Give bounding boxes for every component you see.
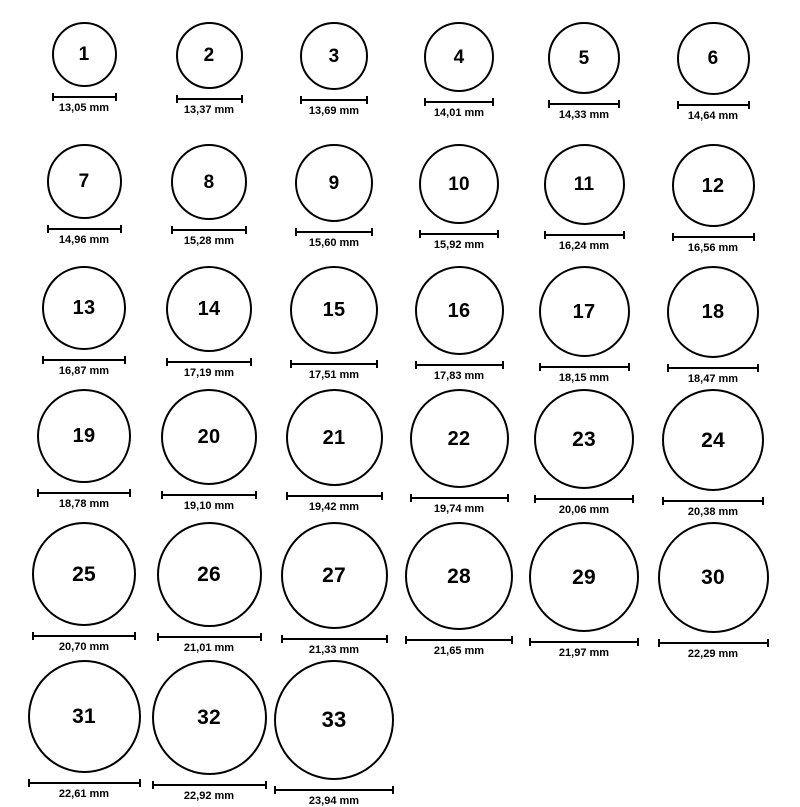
dimension-line-icon bbox=[544, 231, 625, 238]
ring-circle bbox=[171, 144, 247, 220]
ring-circle bbox=[274, 660, 394, 780]
ring-size-cell bbox=[394, 144, 524, 251]
ring-dimension bbox=[667, 364, 759, 385]
ring-size-number: 4 bbox=[453, 46, 465, 68]
ring-diameter-label: 22,61 mm bbox=[58, 788, 110, 800]
ring-diameter-label: 18,78 mm bbox=[58, 498, 110, 510]
ring-circle bbox=[405, 522, 513, 630]
ring-circle bbox=[286, 389, 383, 486]
ring-size-number: 28 bbox=[447, 564, 471, 588]
ring-size-number: 17 bbox=[572, 300, 596, 323]
ring-size-cell bbox=[394, 22, 524, 119]
ring-circle bbox=[290, 266, 378, 354]
ring-dimension bbox=[176, 95, 243, 116]
ring-diameter-label: 19,10 mm bbox=[183, 500, 235, 512]
ring-dimension bbox=[544, 231, 625, 252]
ring-size-number: 33 bbox=[321, 707, 347, 732]
ring-diameter-label: 17,19 mm bbox=[183, 367, 235, 379]
ring-size-cell bbox=[19, 22, 149, 114]
dimension-line-icon bbox=[295, 228, 373, 235]
dimension-line-icon bbox=[415, 361, 504, 368]
ring-diameter-label: 21,33 mm bbox=[308, 644, 360, 656]
ring-dimension bbox=[672, 233, 755, 254]
ring-size-cell bbox=[144, 522, 274, 654]
dimension-line-icon bbox=[166, 358, 252, 365]
ring-circle bbox=[415, 266, 504, 355]
ring-size-cell bbox=[648, 522, 778, 660]
ring-size-cell bbox=[19, 266, 149, 377]
ring-size-cell bbox=[394, 266, 524, 382]
dimension-line-icon bbox=[286, 492, 383, 499]
ring-circle bbox=[677, 22, 750, 95]
dimension-line-icon bbox=[176, 95, 243, 102]
ring-diameter-label: 22,29 mm bbox=[687, 648, 739, 660]
ring-diameter-label: 17,51 mm bbox=[308, 369, 360, 381]
dimension-line-icon bbox=[539, 363, 630, 370]
dimension-line-icon bbox=[419, 230, 499, 237]
ring-size-cell bbox=[648, 389, 778, 518]
ring-dimension bbox=[410, 494, 509, 515]
ring-size-cell bbox=[394, 389, 524, 515]
dimension-line-icon bbox=[290, 360, 378, 367]
ring-size-cell bbox=[144, 266, 274, 379]
ring-diameter-label: 21,65 mm bbox=[433, 645, 485, 657]
ring-size-cell bbox=[19, 144, 149, 246]
ring-circle bbox=[544, 144, 625, 225]
ring-size-cell bbox=[519, 266, 649, 384]
dimension-line-icon bbox=[274, 786, 394, 793]
ring-size-number: 29 bbox=[572, 565, 596, 589]
ring-size-number: 22 bbox=[447, 427, 471, 450]
ring-diameter-label: 13,05 mm bbox=[58, 102, 110, 114]
ring-size-cell bbox=[144, 144, 274, 247]
ring-size-cell bbox=[648, 266, 778, 385]
ring-dimension bbox=[152, 781, 267, 802]
ring-diameter-label: 13,69 mm bbox=[308, 105, 360, 117]
ring-size-number: 24 bbox=[701, 428, 725, 452]
dimension-line-icon bbox=[32, 632, 136, 639]
dimension-line-icon bbox=[157, 633, 262, 640]
ring-size-number: 2 bbox=[203, 45, 215, 66]
ring-size-number: 19 bbox=[72, 425, 96, 447]
ring-dimension bbox=[415, 361, 504, 382]
ring-circle bbox=[300, 22, 368, 90]
ring-size-cell bbox=[144, 389, 274, 512]
dimension-line-icon bbox=[47, 225, 122, 232]
ring-circle bbox=[672, 144, 755, 227]
dimension-line-icon bbox=[28, 779, 141, 786]
ring-dimension bbox=[529, 638, 639, 659]
ring-size-number: 6 bbox=[707, 48, 719, 69]
ring-size-number: 27 bbox=[322, 564, 346, 587]
ring-size-number: 15 bbox=[322, 299, 346, 321]
ring-size-number: 25 bbox=[72, 562, 96, 586]
dimension-line-icon bbox=[424, 98, 494, 105]
dimension-line-icon bbox=[171, 226, 247, 233]
ring-diameter-label: 16,56 mm bbox=[687, 242, 739, 254]
dimension-line-icon bbox=[42, 356, 126, 363]
ring-size-cell bbox=[648, 22, 778, 122]
ring-size-number: 23 bbox=[572, 427, 596, 451]
ring-circle bbox=[410, 389, 509, 488]
ring-size-number: 16 bbox=[447, 299, 471, 322]
ring-circle bbox=[152, 660, 267, 775]
ring-circle bbox=[32, 522, 136, 626]
ring-size-number: 26 bbox=[197, 563, 221, 586]
ring-size-number: 18 bbox=[701, 301, 725, 323]
ring-dimension bbox=[52, 93, 117, 114]
ring-circle bbox=[176, 22, 243, 89]
ring-circle bbox=[424, 22, 494, 92]
ring-circle bbox=[281, 522, 388, 629]
ring-dimension bbox=[658, 639, 769, 660]
ring-diameter-label: 20,70 mm bbox=[58, 641, 110, 653]
ring-size-number: 7 bbox=[78, 171, 90, 192]
ring-diameter-label: 19,74 mm bbox=[433, 503, 485, 515]
ring-size-cell bbox=[19, 522, 149, 653]
ring-diameter-label: 22,92 mm bbox=[183, 790, 235, 802]
ring-size-cell bbox=[519, 144, 649, 252]
ring-circle bbox=[419, 144, 499, 224]
dimension-line-icon bbox=[658, 639, 769, 646]
ring-circle bbox=[548, 22, 620, 94]
ring-size-cell bbox=[19, 660, 149, 800]
ring-size-cell bbox=[648, 144, 778, 254]
ring-diameter-label: 15,28 mm bbox=[183, 235, 235, 247]
ring-size-number: 8 bbox=[203, 171, 215, 193]
ring-size-number: 31 bbox=[72, 705, 96, 728]
ring-diameter-label: 18,15 mm bbox=[558, 372, 610, 384]
ring-circle bbox=[28, 660, 141, 773]
ring-diameter-label: 23,94 mm bbox=[308, 795, 360, 807]
dimension-line-icon bbox=[52, 93, 117, 100]
ring-dimension bbox=[290, 360, 378, 381]
dimension-line-icon bbox=[281, 635, 388, 642]
ring-circle bbox=[161, 389, 257, 485]
ring-circle bbox=[662, 389, 764, 491]
ring-diameter-label: 21,97 mm bbox=[558, 647, 610, 659]
ring-dimension bbox=[171, 226, 247, 247]
ring-size-number: 20 bbox=[197, 426, 221, 448]
ring-circle bbox=[37, 389, 131, 483]
ring-dimension bbox=[28, 779, 141, 800]
ring-dimension bbox=[274, 786, 394, 807]
ring-circle bbox=[658, 522, 769, 633]
ring-dimension bbox=[300, 96, 368, 117]
ring-size-cell bbox=[269, 144, 399, 249]
ring-size-number: 12 bbox=[701, 174, 725, 197]
ring-size-number: 5 bbox=[578, 47, 590, 69]
ring-circle bbox=[667, 266, 759, 358]
dimension-line-icon bbox=[37, 489, 131, 496]
dimension-line-icon bbox=[667, 364, 759, 371]
ring-diameter-label: 17,83 mm bbox=[433, 370, 485, 382]
ring-dimension bbox=[419, 230, 499, 251]
ring-size-number: 13 bbox=[72, 297, 96, 319]
dimension-line-icon bbox=[529, 638, 639, 645]
ring-circle bbox=[42, 266, 126, 350]
ring-size-cell bbox=[269, 660, 399, 807]
ring-dimension bbox=[677, 101, 750, 122]
ring-dimension bbox=[534, 495, 634, 516]
ring-circle bbox=[539, 266, 630, 357]
dimension-line-icon bbox=[300, 96, 368, 103]
ring-dimension bbox=[662, 497, 764, 518]
dimension-line-icon bbox=[534, 495, 634, 502]
ring-dimension bbox=[405, 636, 513, 657]
dimension-line-icon bbox=[152, 781, 267, 788]
ring-size-cell bbox=[269, 522, 399, 656]
ring-circle bbox=[166, 266, 252, 352]
ring-diameter-label: 16,24 mm bbox=[558, 240, 610, 252]
ring-diameter-label: 20,06 mm bbox=[558, 504, 610, 516]
ring-size-number: 30 bbox=[701, 566, 725, 589]
ring-diameter-label: 20,38 mm bbox=[687, 506, 739, 518]
ring-diameter-label: 19,42 mm bbox=[308, 501, 360, 513]
dimension-line-icon bbox=[677, 101, 750, 108]
ring-dimension bbox=[548, 100, 620, 121]
ring-diameter-label: 15,92 mm bbox=[433, 239, 485, 251]
dimension-line-icon bbox=[548, 100, 620, 107]
ring-size-number: 3 bbox=[328, 45, 340, 67]
ring-dimension bbox=[47, 225, 122, 246]
ring-size-cell bbox=[269, 266, 399, 381]
ring-diameter-label: 21,01 mm bbox=[183, 642, 235, 654]
dimension-line-icon bbox=[405, 636, 513, 643]
ring-size-cell bbox=[519, 522, 649, 659]
dimension-line-icon bbox=[410, 494, 509, 501]
ring-dimension bbox=[539, 363, 630, 384]
ring-size-cell bbox=[19, 389, 149, 510]
ring-diameter-label: 14,64 mm bbox=[687, 110, 739, 122]
dimension-line-icon bbox=[672, 233, 755, 240]
ring-dimension bbox=[157, 633, 262, 654]
dimension-line-icon bbox=[161, 491, 257, 498]
ring-size-number: 9 bbox=[328, 172, 340, 194]
ring-size-cell bbox=[269, 389, 399, 513]
ring-diameter-label: 15,60 mm bbox=[308, 237, 360, 249]
ring-size-cell bbox=[144, 22, 274, 116]
dimension-line-icon bbox=[662, 497, 764, 504]
ring-dimension bbox=[166, 358, 252, 379]
ring-dimension bbox=[32, 632, 136, 653]
ring-dimension bbox=[286, 492, 383, 513]
ring-diameter-label: 16,87 mm bbox=[58, 365, 110, 377]
ring-size-cell bbox=[519, 389, 649, 516]
ring-diameter-label: 14,01 mm bbox=[433, 107, 485, 119]
ring-dimension bbox=[37, 489, 131, 510]
ring-size-number: 10 bbox=[448, 173, 470, 195]
ring-circle bbox=[52, 22, 117, 87]
ring-diameter-label: 18,47 mm bbox=[687, 373, 739, 385]
ring-dimension bbox=[281, 635, 388, 656]
ring-size-cell bbox=[519, 22, 649, 121]
ring-dimension bbox=[295, 228, 373, 249]
ring-circle bbox=[534, 389, 634, 489]
ring-diameter-label: 13,37 mm bbox=[183, 104, 235, 116]
ring-diameter-label: 14,96 mm bbox=[58, 234, 110, 246]
ring-dimension bbox=[161, 491, 257, 512]
ring-size-number: 1 bbox=[78, 44, 90, 65]
ring-circle bbox=[157, 522, 262, 627]
ring-size-number: 14 bbox=[197, 298, 221, 320]
ring-dimension bbox=[424, 98, 494, 119]
ring-size-cell bbox=[144, 660, 274, 802]
ring-dimension bbox=[42, 356, 126, 377]
ring-circle bbox=[47, 144, 122, 219]
ring-size-number: 11 bbox=[573, 174, 595, 195]
ring-diameter-label: 14,33 mm bbox=[558, 109, 610, 121]
ring-size-cell bbox=[269, 22, 399, 117]
ring-size-number: 21 bbox=[322, 426, 346, 449]
ring-circle bbox=[295, 144, 373, 222]
ring-size-cell bbox=[394, 522, 524, 657]
ring-circle bbox=[529, 522, 639, 632]
ring-size-number: 32 bbox=[197, 706, 221, 729]
